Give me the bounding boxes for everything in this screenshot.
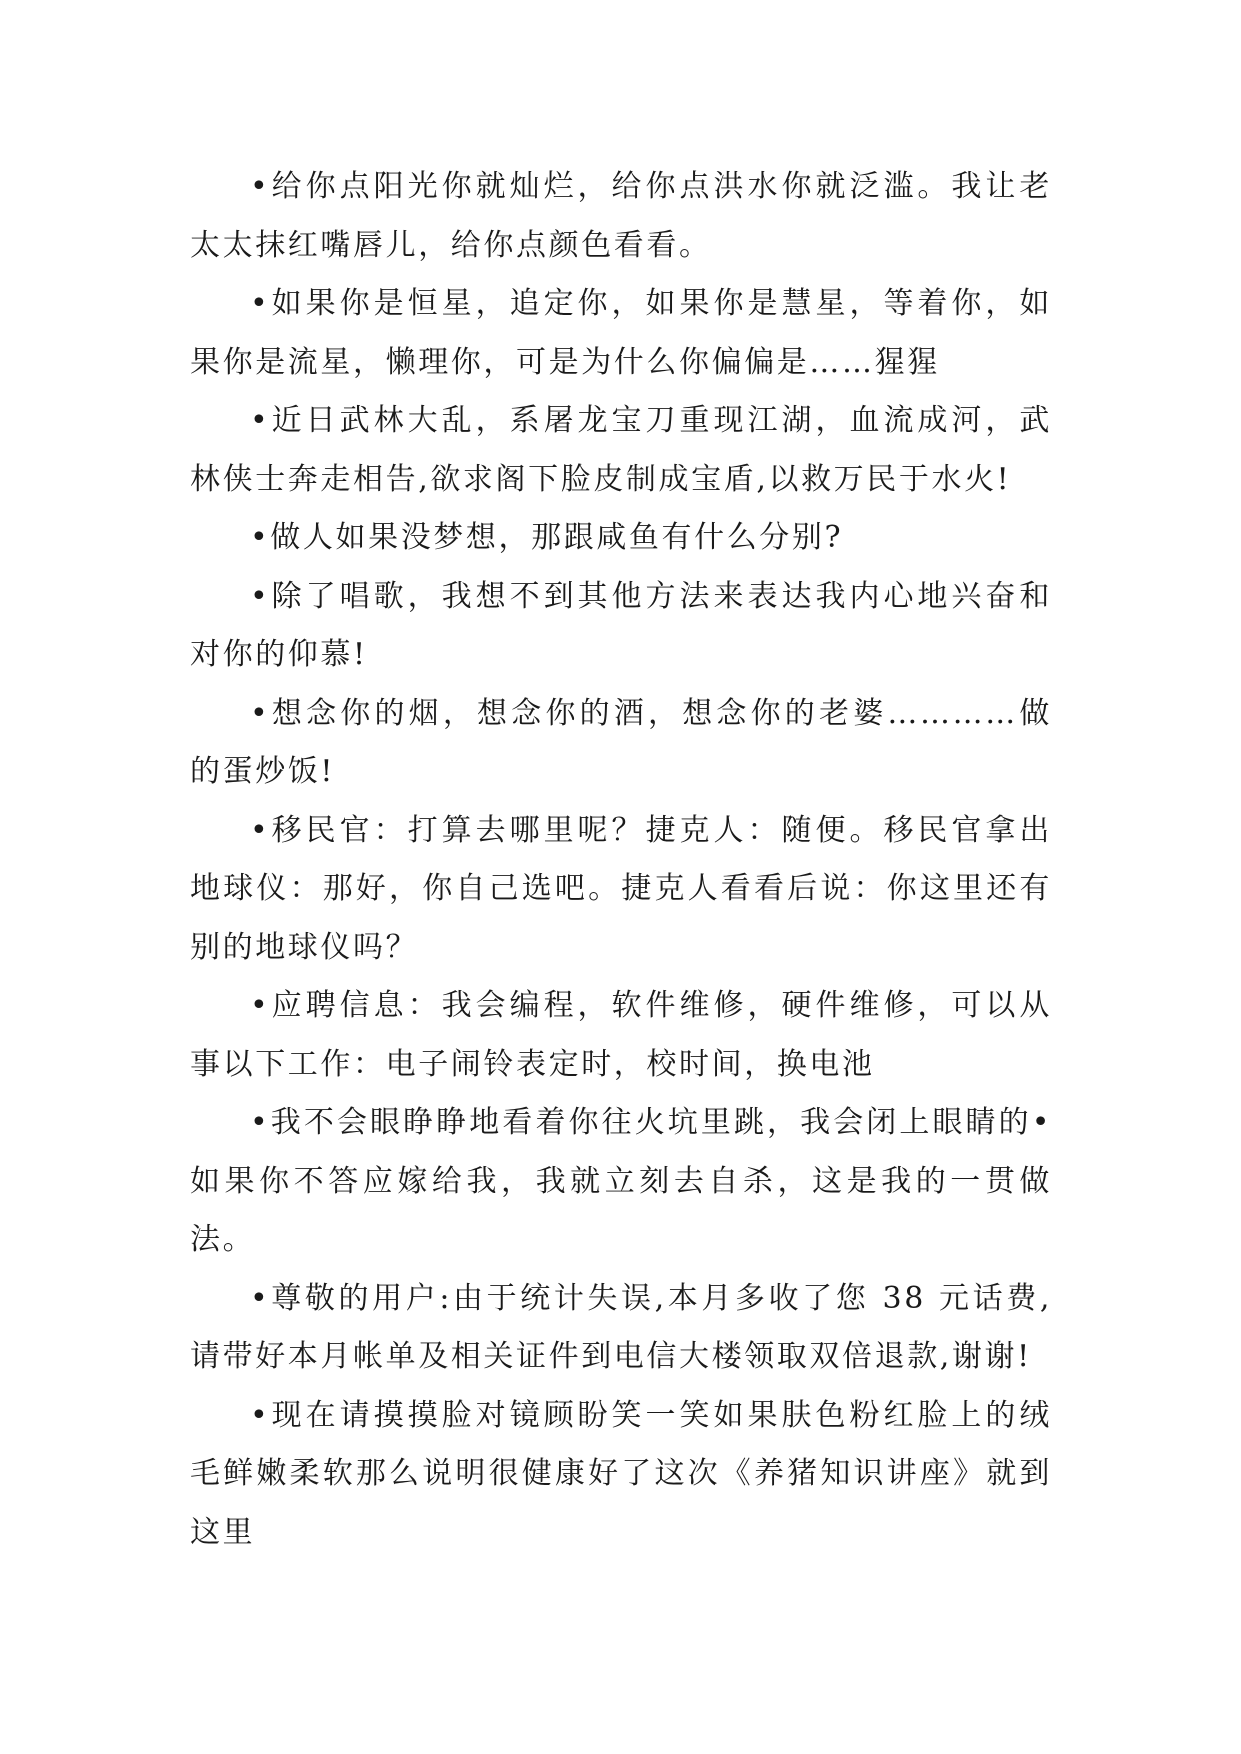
paragraph-7: •移民官：打算去哪里呢？捷克人：随便。移民官拿出地球仪：那好，你自己选吧。捷克人看看后说：你这里还有别的地球仪吗？ — [190, 812, 1052, 965]
paragraph-4: •做人如果没梦想，那跟咸鱼有什么分别? — [250, 520, 844, 555]
paragraph-2: •如果你是恒星，追定你，如果你是慧星，等着你，如果你是流星，懒理你，可是为什么你偏偏是……猩猩 — [190, 286, 1052, 380]
paragraph-11: •现在请摸摸脸对镜顾盼笑一笑如果肤色粉红脸上的绒毛鲜嫩柔软那么说明很健康好了这次《养猪知识讲座》就到这里 — [190, 1397, 1052, 1550]
paragraph-9: •我不会眼睁睁地看着你往火坑里跳，我会闭上眼睛的•如果你不答应嫁给我，我就立刻去自杀，这是我的一贯做法。 — [190, 1105, 1052, 1257]
paragraph-1: •给你点阳光你就灿烂，给你点洪水你就泛滥。我让老太太抹红嘴唇儿，给你点颜色看看。 — [190, 169, 1052, 263]
paragraph-5: •除了唱歌，我想不到其他方法来表达我内心地兴奋和对你的仰慕! — [190, 578, 1052, 672]
paragraph-6: •想念你的烟，想念你的酒，想念你的老婆…………做的蛋炒饭! — [190, 695, 1052, 789]
paragraph-3: •近日武林大乱，系屠龙宝刀重现江湖，血流成河，武林侠士奔走相告,欲求阁下脸皮制成宝盾,以救万民于水火! — [190, 403, 1052, 497]
paragraph-10: •尊敬的用户:由于统计失误,本月多收了您 38 元话费,请带好本月帐单及相关证件到电信大楼领取双倍退款,谢谢! — [190, 1280, 1052, 1374]
paragraph-8: •应聘信息：我会编程，软件维修，硬件维修，可以从事以下工作：电子闹铃表定时，校时间，换电池 — [190, 988, 1052, 1082]
document-body — [190, 158, 1052, 1562]
